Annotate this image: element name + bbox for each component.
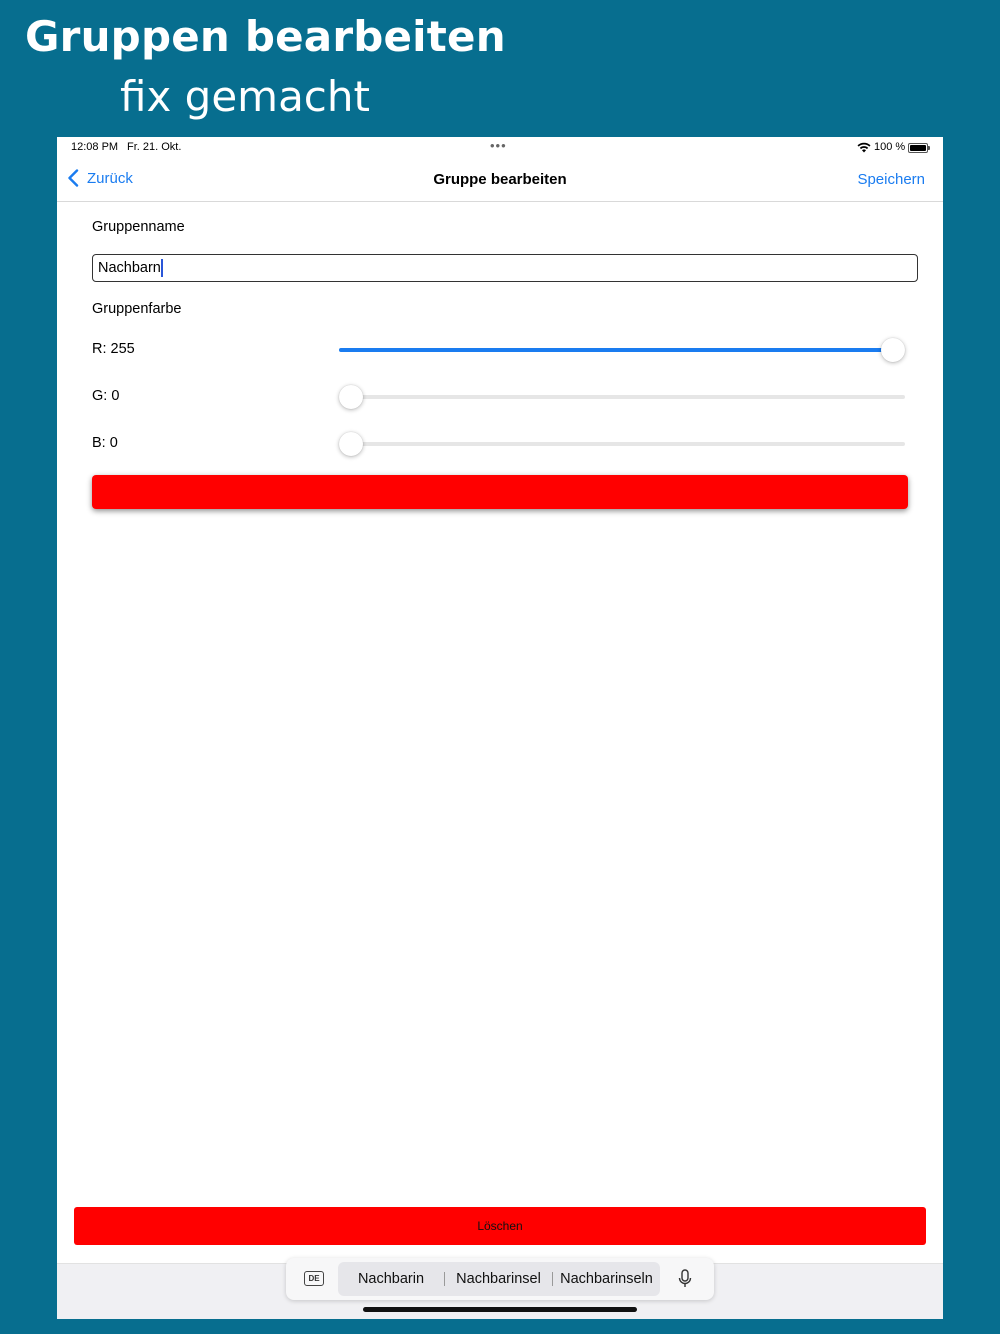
home-indicator [363,1307,637,1312]
slider-thumb[interactable] [339,385,363,409]
word-suggestions [338,1262,660,1296]
green-slider-label: G: 0 [92,388,120,404]
red-slider[interactable] [339,335,905,365]
device-screen [57,137,943,1319]
microphone-icon[interactable] [678,1269,692,1289]
slider-fill [339,348,893,352]
multitasking-dots-icon[interactable]: ••• [490,138,507,153]
slider-track [339,395,905,399]
back-button-label: Zurück [87,169,133,187]
promo-title: Gruppen bearbeiten [25,12,506,61]
blue-slider-label: B: 0 [92,435,118,451]
suggestion-item[interactable]: Nachbarinsel [456,1271,541,1287]
language-key[interactable]: DE [304,1271,324,1286]
blue-slider[interactable] [339,429,905,459]
text-cursor [161,259,163,277]
page-title: Gruppe bearbeiten [433,171,567,188]
keyboard-suggestion-bar [286,1258,714,1300]
slider-thumb[interactable] [881,338,905,362]
battery-icon [908,143,928,153]
green-slider[interactable] [339,382,905,412]
battery-percent: 100 % [874,141,906,153]
slider-track [339,442,905,446]
suggestion-item[interactable]: Nachbarin [357,1271,425,1287]
promo-subtitle: fix gemacht [120,72,370,121]
delete-button[interactable]: Löschen [74,1207,926,1245]
suggestion-item[interactable]: Nachbarinseln [560,1271,653,1287]
save-button[interactable]: Speichern [857,171,925,188]
status-time: 12:08 PM [71,141,119,153]
battery-tip [928,146,930,150]
red-slider-label: R: 255 [92,341,135,357]
color-preview-swatch [92,475,908,509]
wifi-icon [857,141,871,153]
group-color-label: Gruppenfarbe [92,301,182,317]
status-date: Fr. 21. Okt. [127,141,182,153]
group-name-label: Gruppenname [92,219,185,235]
slider-thumb[interactable] [339,432,363,456]
navigation-bar [57,159,943,202]
status-bar [57,137,943,159]
group-name-input[interactable] [92,254,918,282]
